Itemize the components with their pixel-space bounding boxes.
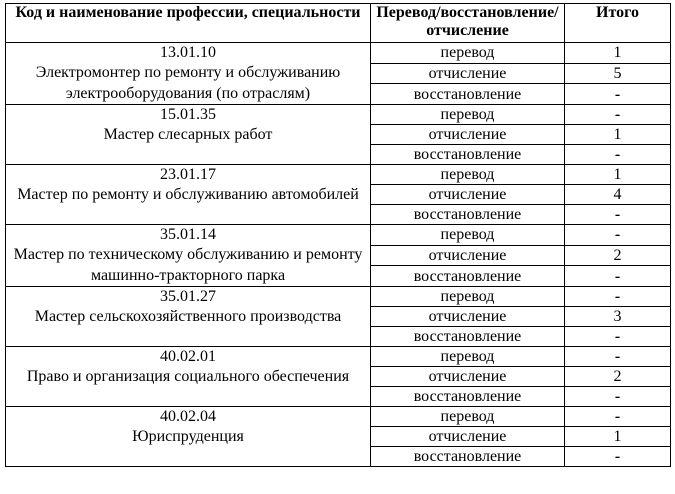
action-cell: перевод <box>371 287 565 307</box>
total-cell: 1 <box>565 125 671 145</box>
total-cell: 2 <box>565 245 671 266</box>
profession-name: Юриспруденция <box>132 428 244 445</box>
table-row <box>6 165 671 185</box>
action-cell: отчисление <box>371 427 565 447</box>
action-cell: восстановление <box>371 327 565 347</box>
profession-code: 35.01.27 <box>160 288 216 305</box>
table-body <box>6 43 671 467</box>
action-cell: перевод <box>371 225 565 246</box>
profession-cell <box>6 43 371 105</box>
total-cell: - <box>565 105 671 125</box>
profession-name: Мастер по техническому обслуживанию и ремонту машинно-тракторного парка <box>13 246 363 284</box>
profession-name: Право и организация социального обеспечения <box>26 368 350 385</box>
header-row <box>6 4 671 43</box>
total-cell: 4 <box>565 185 671 205</box>
profession-cell <box>6 165 371 225</box>
profession-code: 23.01.17 <box>160 166 216 183</box>
profession-name: Мастер сельскохозяйственного производства <box>34 308 342 325</box>
profession-name: Мастер слесарных работ <box>103 126 273 143</box>
total-cell: - <box>565 225 671 246</box>
action-cell: перевод <box>371 347 565 367</box>
total-cell: - <box>565 84 671 105</box>
action-cell: восстановление <box>371 145 565 165</box>
action-cell: отчисление <box>371 367 565 387</box>
action-cell: перевод <box>371 43 565 64</box>
action-cell: восстановление <box>371 266 565 287</box>
action-cell: восстановление <box>371 205 565 225</box>
action-cell: отчисление <box>371 125 565 145</box>
total-cell: - <box>565 145 671 165</box>
total-cell: 1 <box>565 165 671 185</box>
profession-cell <box>6 287 371 347</box>
total-cell: 3 <box>565 307 671 327</box>
profession-code: 40.02.04 <box>160 408 216 425</box>
action-cell: восстановление <box>371 84 565 105</box>
table-row <box>6 225 671 246</box>
header-action: Перевод/восстановление/отчисление <box>371 4 565 43</box>
header-profession: Код и наименование профессии, специальности <box>6 4 371 43</box>
total-cell: - <box>565 447 671 467</box>
total-cell: - <box>565 407 671 427</box>
action-cell: перевод <box>371 165 565 185</box>
total-cell: 2 <box>565 367 671 387</box>
profession-name: Электромонтер по ремонту и обслуживанию электрооборудования (по отраслям) <box>35 64 341 102</box>
header-total: Итого <box>565 4 671 43</box>
table-row <box>6 43 671 64</box>
total-cell: - <box>565 205 671 225</box>
table-row <box>6 347 671 367</box>
movement-table <box>5 3 671 467</box>
profession-name: Мастер по ремонту и обслуживанию автомобилей <box>17 186 359 203</box>
profession-cell <box>6 407 371 467</box>
total-cell: - <box>565 347 671 367</box>
total-cell: - <box>565 327 671 347</box>
action-cell: перевод <box>371 407 565 427</box>
total-cell: - <box>565 266 671 287</box>
profession-code: 35.01.14 <box>160 226 216 243</box>
action-cell: отчисление <box>371 307 565 327</box>
table-row <box>6 407 671 427</box>
action-cell: отчисление <box>371 185 565 205</box>
profession-cell <box>6 105 371 165</box>
total-cell: 5 <box>565 63 671 84</box>
action-cell: восстановление <box>371 447 565 467</box>
table-row <box>6 287 671 307</box>
total-cell: 1 <box>565 43 671 64</box>
profession-code: 13.01.10 <box>160 44 216 61</box>
total-cell: - <box>565 387 671 407</box>
profession-cell <box>6 347 371 407</box>
action-cell: восстановление <box>371 387 565 407</box>
total-cell: 1 <box>565 427 671 447</box>
profession-cell <box>6 225 371 287</box>
action-cell: перевод <box>371 105 565 125</box>
profession-code: 40.02.01 <box>160 348 216 365</box>
table-row <box>6 105 671 125</box>
profession-code: 15.01.35 <box>160 106 216 123</box>
total-cell: - <box>565 287 671 307</box>
action-cell: отчисление <box>371 63 565 84</box>
action-cell: отчисление <box>371 245 565 266</box>
